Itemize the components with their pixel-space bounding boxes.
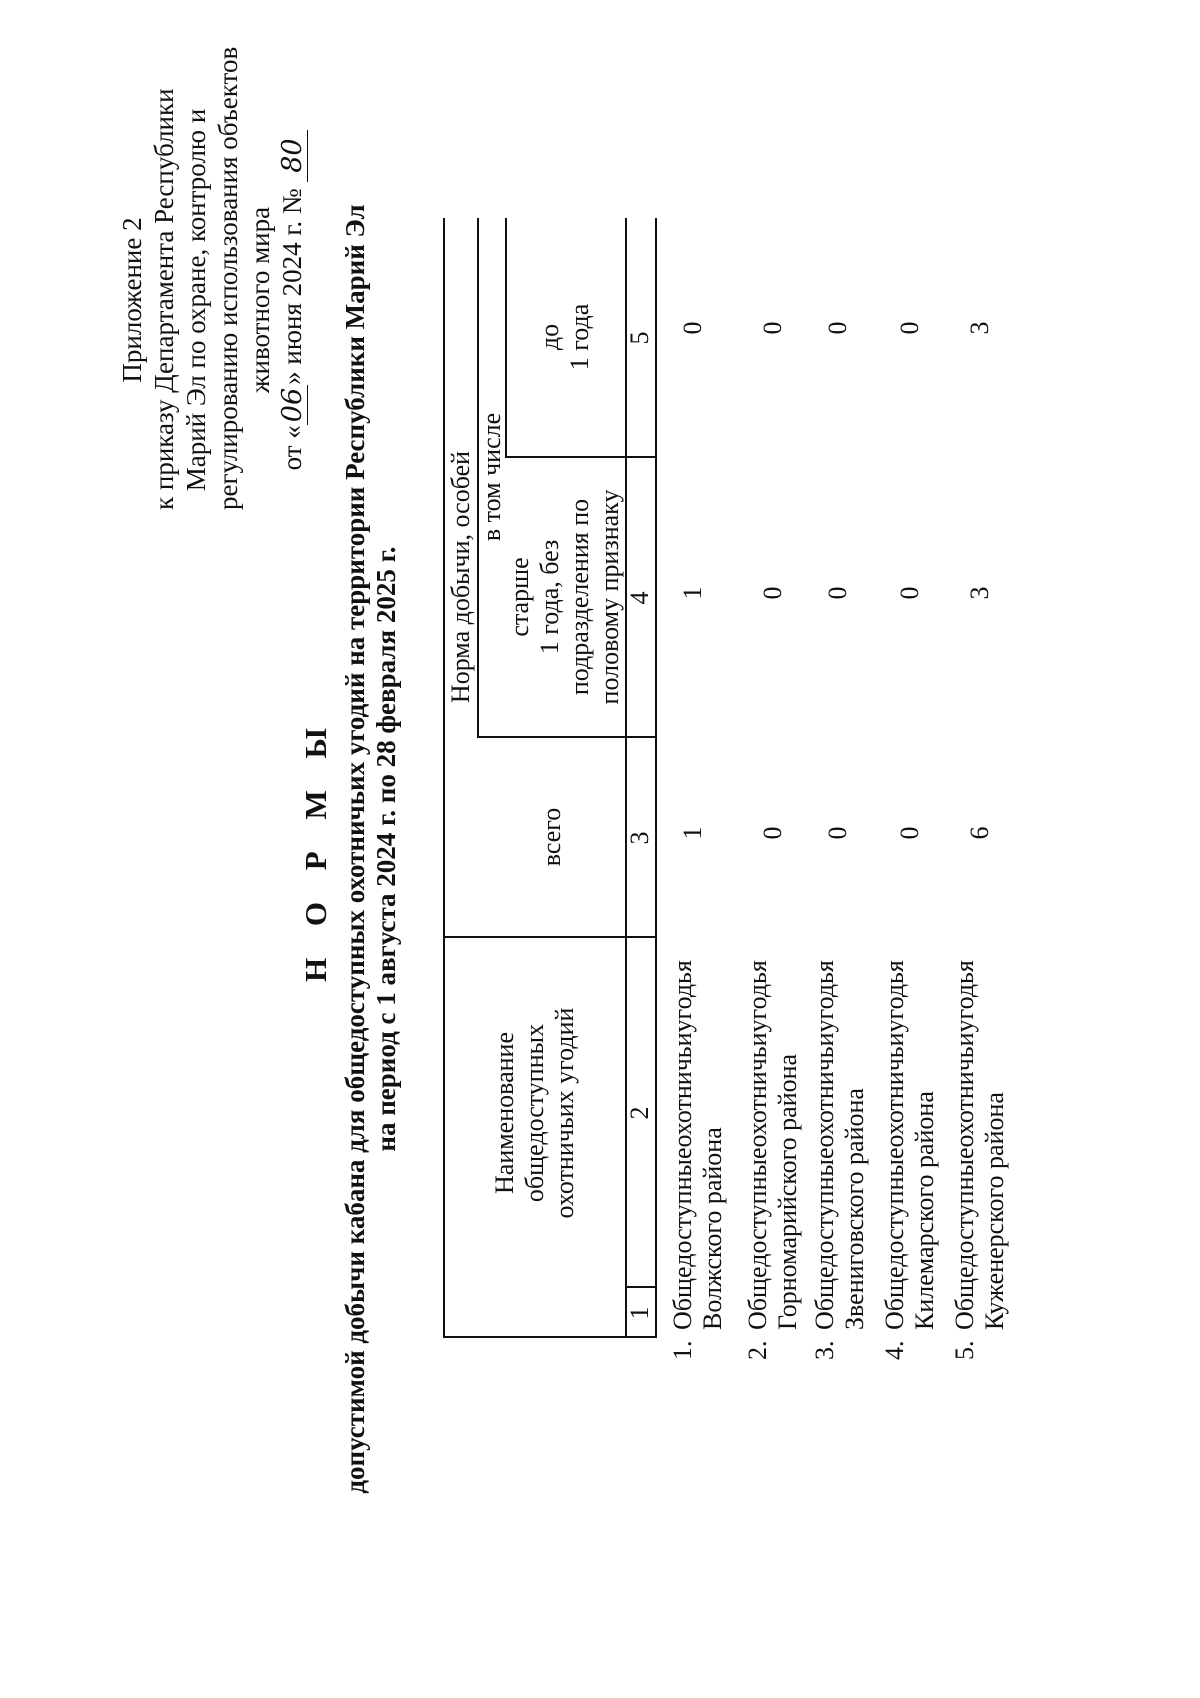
row-number: 1. — [668, 1340, 697, 1360]
appendix-line: животного мира — [245, 206, 275, 394]
header-older-line: подразделения по — [565, 498, 594, 696]
value-older: 3 — [965, 586, 994, 600]
header-norm-cell — [445, 218, 477, 936]
document-title: Н О Р М Ы — [298, 716, 333, 982]
appendix-line: к приказу Департамента Республики — [149, 88, 179, 510]
value-older: 0 — [895, 586, 924, 600]
row-name: Общедоступные охотничьи угодья Куженерского района — [950, 960, 1009, 1330]
header-younger-cell — [505, 218, 625, 456]
table-divider — [443, 936, 655, 938]
header-including: в том числе — [477, 412, 506, 542]
document-period: на период с 1 августа 2024 г. по 28 февраля 2025 г. — [371, 546, 401, 1152]
row-name: Общедоступные охотничьи угодья Горномарийского района — [743, 960, 802, 1330]
appendix-line: Марий Эл по охране, контролю и — [181, 108, 211, 492]
value-younger: 0 — [895, 321, 924, 335]
row-name-cell — [810, 960, 874, 1360]
header-older-line: 1 года, без — [535, 539, 564, 655]
value-total: 0 — [823, 826, 852, 840]
value-older: 0 — [823, 586, 852, 600]
header-total-cell — [479, 738, 625, 936]
header-younger-line: до — [535, 323, 564, 351]
document-subtitle: допустимой добычи кабана для общедоступных охотничьих угодий на территории Республики Марий Эл — [340, 204, 370, 1494]
value-total: 6 — [965, 826, 994, 840]
column-number: 5 — [625, 331, 654, 345]
value-younger: 0 — [678, 321, 707, 335]
row-number: 5. — [950, 1340, 979, 1360]
value-total: 1 — [678, 826, 707, 840]
value-younger: 0 — [823, 321, 852, 335]
row-name-cell — [950, 960, 1014, 1360]
row-name: Общедоступные охотничьи угодья Звениговского района — [810, 960, 869, 1330]
value-older: 0 — [758, 586, 787, 600]
row-number: 3. — [810, 1340, 839, 1360]
row-number: 4. — [880, 1340, 909, 1360]
appendix-block — [116, 46, 308, 510]
row-name: Общедоступные охотничьи угодья Килемарского района — [880, 960, 939, 1330]
header-younger-line: 1 года — [565, 303, 594, 371]
header-older-line: половому признаку — [595, 489, 624, 705]
table-body-top-line — [655, 218, 657, 1338]
column-number: 3 — [625, 831, 654, 845]
row-name-cell — [880, 960, 944, 1360]
column-number: 1 — [625, 1306, 654, 1320]
header-name-cell — [445, 940, 625, 1286]
value-total: 0 — [895, 826, 924, 840]
header-older-cell — [505, 458, 625, 736]
header-norm: Норма добычи, особей — [446, 450, 475, 704]
value-older: 1 — [678, 586, 707, 600]
row-name-cell — [668, 960, 732, 1360]
value-younger: 0 — [758, 321, 787, 335]
row-number: 2. — [743, 1340, 772, 1360]
order-number: 80 — [279, 130, 308, 182]
column-number: 4 — [625, 591, 654, 605]
header-total: всего — [537, 807, 566, 867]
header-older-line: старше — [505, 557, 534, 637]
date-day: 06 — [279, 385, 308, 425]
table-divider — [443, 1336, 655, 1338]
appendix-line: Приложение 2 — [117, 217, 147, 383]
date-prefix: от « — [277, 425, 307, 471]
row-name: Общедоступные охотничьи угодья Волжского района — [668, 960, 727, 1330]
header-incl-cell — [479, 218, 505, 736]
appendix-line: регулированию использования объектов — [213, 46, 243, 510]
header-name: Наименование общедоступных охотничьих угодий — [490, 1007, 579, 1219]
value-total: 0 — [758, 826, 787, 840]
column-number: 2 — [625, 1106, 654, 1120]
row-name-cell — [743, 960, 807, 1360]
date-middle: » июня 2024 г. № — [277, 188, 307, 385]
value-younger: 3 — [965, 321, 994, 335]
